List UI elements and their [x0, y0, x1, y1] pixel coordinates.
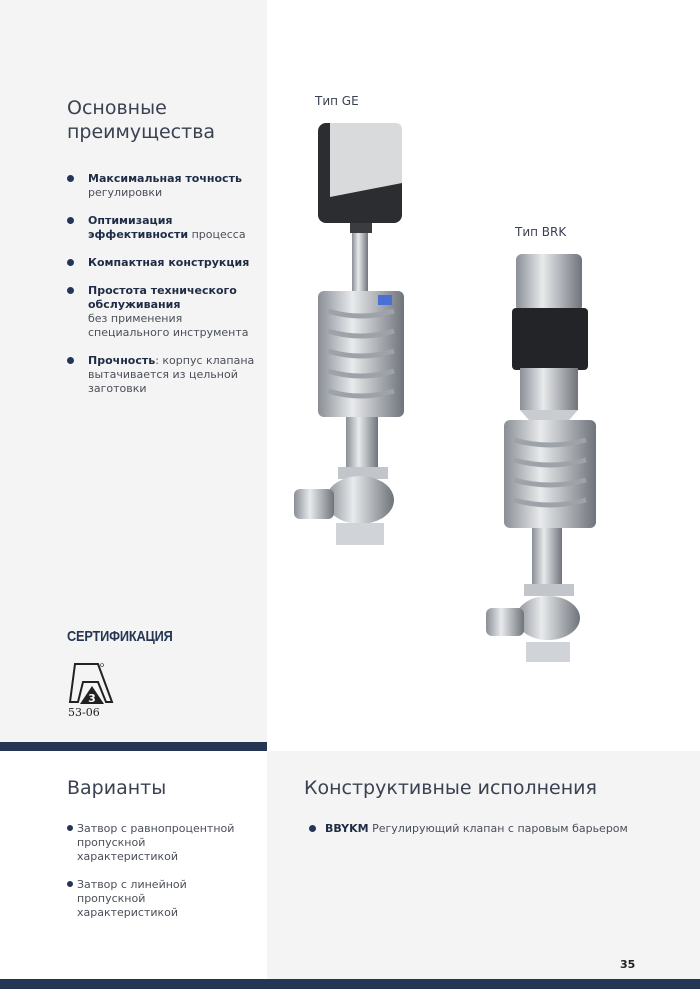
- bullet-dot: [67, 357, 74, 364]
- variants-list: [67, 822, 247, 934]
- bullet-dot: [67, 881, 73, 887]
- footer-bar: [0, 979, 700, 989]
- page-number: 35: [620, 958, 636, 971]
- advantages-title: Основные преимущества: [67, 97, 216, 143]
- certification-title: СЕРТИФИКАЦИЯ: [67, 628, 173, 645]
- list-item: Затвор с равнопроцентной пропускной характеристикой: [67, 822, 247, 864]
- advantages-list: [67, 172, 257, 410]
- valve-ge-image: [290, 115, 430, 550]
- valve-brk-image: [480, 250, 610, 670]
- 3a-sanitary-logo: 3 53-06: [66, 662, 116, 720]
- list-item: Простота технического обслуживания без применения специального инструмента: [67, 284, 257, 340]
- svg-text:3: 3: [88, 692, 96, 705]
- list-item: Компактная конструкция: [67, 256, 257, 270]
- type-brk-label: Тип BRK: [515, 225, 567, 239]
- bullet-dot: [67, 175, 74, 182]
- bullet-dot: [67, 287, 74, 294]
- bullet-dot: [67, 259, 74, 266]
- type-ge-label: Тип GE: [315, 94, 359, 108]
- bullet-dot: [309, 825, 316, 832]
- designs-list: [309, 822, 689, 836]
- list-item: Прочность: корпус клапана вытачивается из цельной заготовки: [67, 354, 257, 396]
- list-item: Оптимизация эффективности процесса: [67, 214, 257, 242]
- list-item: Затвор с линейной пропускной характеристикой: [67, 878, 247, 920]
- designs-title: Конструктивные исполнения: [304, 777, 597, 799]
- bullet-dot: [67, 217, 74, 224]
- bullet-dot: [67, 825, 73, 831]
- divider-bar: [0, 742, 267, 751]
- list-item: BBYKM Регулирующий клапан с паровым барьером: [309, 822, 689, 836]
- list-item: Максимальная точность регулировки: [67, 172, 257, 200]
- variants-title: Варианты: [67, 777, 167, 799]
